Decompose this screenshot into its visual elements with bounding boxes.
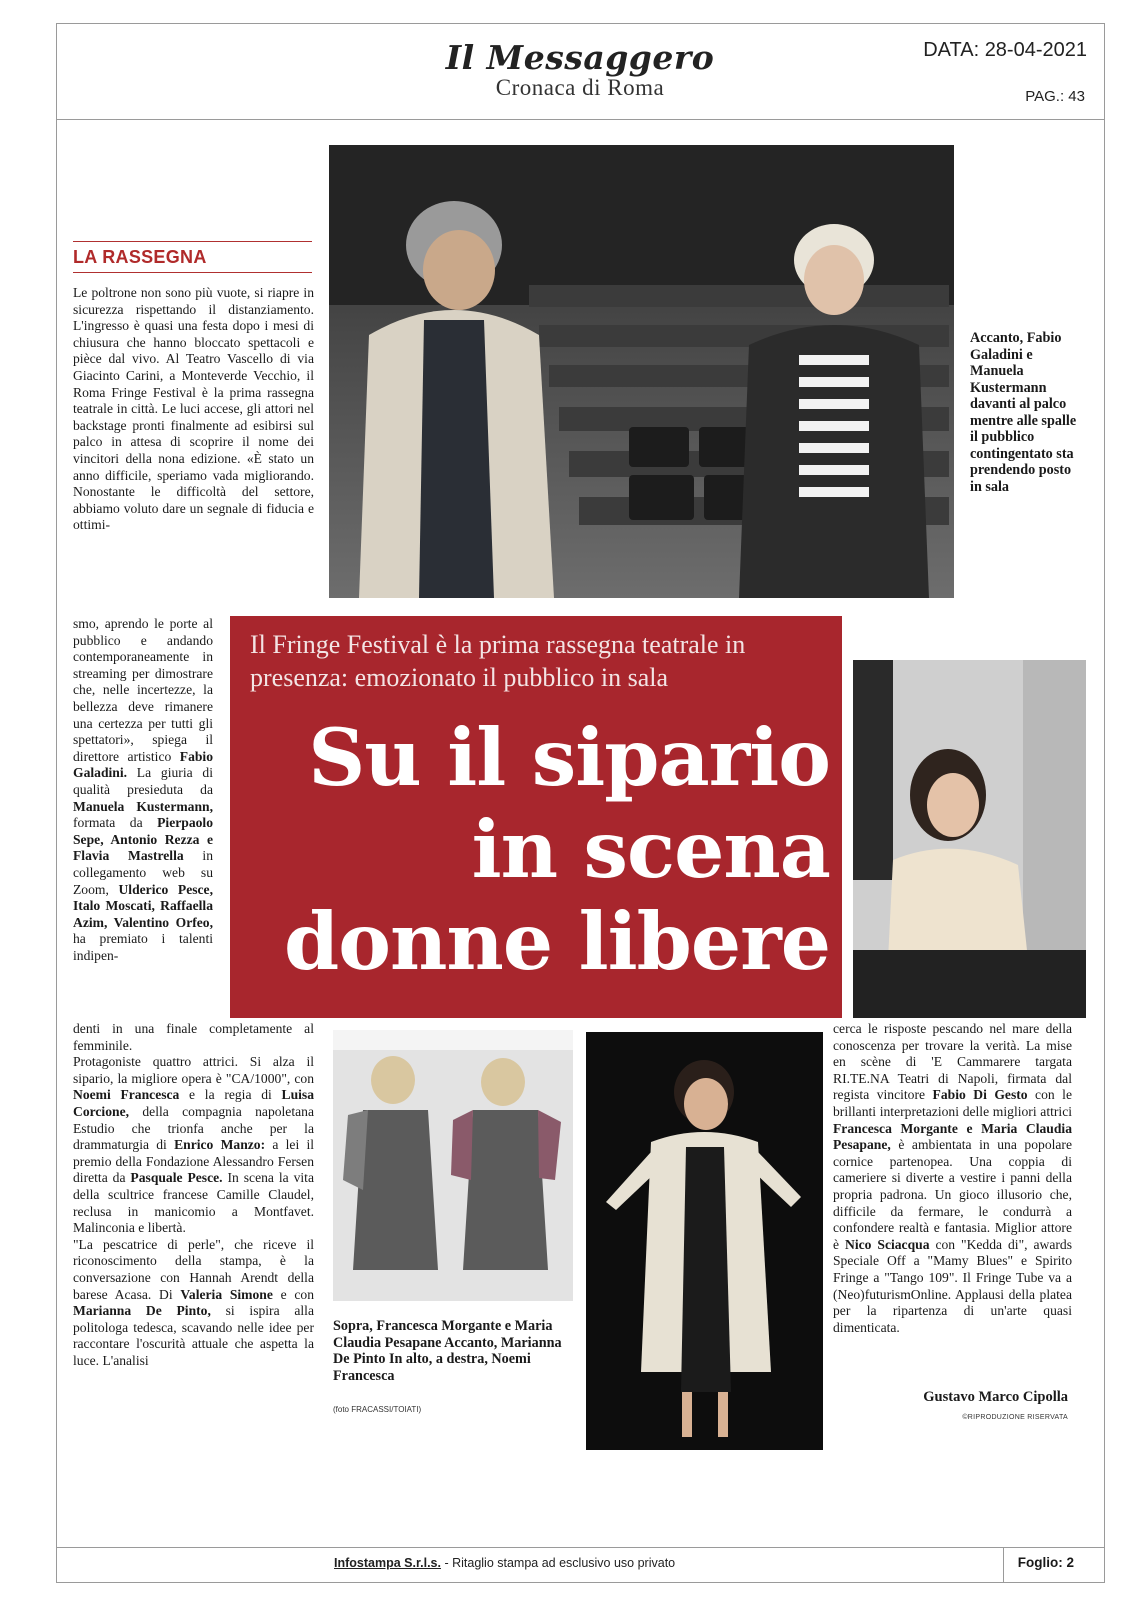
body-text: è ambientata in una popolare cornice partenopea. Una coppia di cameriere si diverte a vestire i panni della propria padrona. Un gioco illusorio che, difficile da fermare, le condurrà a confondere realtà e fantasia. Miglior attore è [833, 1137, 1072, 1252]
headline-line-2: in scena [471, 803, 830, 896]
photo-backstage-illustration [853, 660, 1086, 1018]
clipping-page: PAG.: 43 [1025, 88, 1085, 105]
body-text: e con [272, 1286, 314, 1302]
body-text: con le brillanti interpretazioni delle migliori attrici [833, 1087, 1072, 1119]
body-text: Le poltrone non sono più vuote, si riapre in sicurezza rispettando il distanziamento. L'ingresso è quasi una festa dopo i mesi di chiusura che hanno bloccato spettacoli e pièce dal vivo. Al Teatro Vascello di via Giacinto Carini, a Monteverde Vecchio, il Roma Fringe Festival è la prima rassegna teatrale in città. Le luci accese, gli attori nel backstage pronti finalmente ad esibirsi sul palco in attesa di scoprire il nome dei vincitori della nona edizione. «È stato un anno difficile, speriamo vada migliorando. Nonostante le difficoltà del settore, abbiamo voluto dare un segnale di fiducia e ottimi- [73, 285, 314, 533]
name-bold: Valeria Simone [180, 1286, 273, 1302]
copyright-note: ©RIPRODUZIONE RISERVATA [962, 1414, 1068, 1421]
photo-backstage-actress [853, 660, 1086, 1018]
caption-top-right: Accanto, Fabio Galadini e Manuela Kustermann davanti al palco mentre alle spalle il pubblico contingentato sta prendendo posto in sala [970, 330, 1077, 495]
photo-actresses-illustration [333, 1030, 573, 1301]
name-bold: Ulderico Pesce, Italo Moscati, Raffaella Azim, Valentino Orfeo, [73, 881, 213, 930]
caption-bottom: Sopra, Francesca Morgante e Maria Claudia Pesapane Accanto, Marianna De Pinto In alto, a destra, Noemi Francesca [333, 1318, 562, 1384]
body-text: "La pescatrice di perle", che riceve il riconoscimento della stampa, è la conversazione con Hannah Arendt della barese Acasa. Di [73, 1236, 314, 1302]
article-col3 [833, 1021, 1072, 1336]
article-col1-narrow [73, 616, 213, 964]
footer-source-link[interactable]: Infostampa S.r.l.s. [334, 1556, 441, 1570]
name-bold: Noemi Francesca [73, 1087, 180, 1103]
name-bold: Enrico Manzo: [174, 1137, 266, 1153]
name-bold: Pierpaolo Sepe, Antonio Rezza e Flavia Mastrella [73, 815, 213, 864]
byline: Gustavo Marco Cipolla [923, 1389, 1068, 1405]
article-col1-bottom [73, 1021, 314, 1369]
body-text: formata da [73, 815, 158, 831]
body-text: con "Kedda di", awards Speciale Off a "Mamy Blues" e Spirito Fringe a "Tango 109". Il Fringe Tube va a (Neo)futurismOnline. Applausi della platea per la ripartenza di un'arte quasi dimenticata. [833, 1236, 1072, 1335]
headline-kicker: Il Fringe Festival è la prima rassegna teatrale in presenza: emozionato il pubblico in sala [250, 630, 746, 692]
body-text: in collegamento web su Zoom, [73, 848, 213, 897]
sheet-number: Foglio: 2 [1017, 1555, 1074, 1570]
name-bold: Fabio Di Gesto [932, 1087, 1028, 1103]
body-text: ha premiato i talenti indipen- [73, 931, 213, 963]
body-text: cerca le risposte pescando nel mare della conoscenza per trovare la verità. La mise en scène di 'E Cammarere targata RI.TE.NA Teatri di Napoli, firmata dal regista vincitore [833, 1021, 1072, 1103]
footer-note [334, 1556, 675, 1570]
rubric-rule-top [73, 241, 312, 242]
headline [250, 712, 830, 988]
name-bold: Fabio Galadini. [73, 748, 213, 781]
footer-separator [1003, 1547, 1004, 1583]
rubric-rule-bottom [73, 272, 312, 273]
photo-stage-actress [586, 1032, 823, 1450]
body-text: si ispira alla politologa tedesca, scavando nelle idee per raccontare l'oscurità attuale che aspetta la luce. L'analisi [73, 1303, 314, 1368]
name-bold: Luisa Corcione, [73, 1087, 314, 1119]
name-bold: Manuela Kustermann, [73, 798, 213, 814]
newspaper-section: Cronaca di Roma [495, 75, 665, 100]
headline-line-1: Su il sipario [308, 711, 830, 804]
rubric-label: LA RASSEGNA [73, 247, 207, 267]
photo-theatre-directors [329, 145, 954, 598]
name-bold: Pasquale Pesce. [130, 1170, 223, 1186]
photo-two-actresses [333, 1030, 573, 1301]
body-text: e la regia di [179, 1087, 282, 1103]
body-text: Protagoniste quattro attrici. Si alza il sipario, la migliore opera è "CA/1000", con [73, 1054, 314, 1086]
name-bold: Nico Sciacqua [845, 1236, 930, 1252]
body-text: della compagnia napoletana Estudio che trionfa anche per la drammaturgia di [73, 1103, 314, 1153]
photo-theatre-illustration [329, 145, 954, 598]
footer-text: - Ritaglio stampa ad esclusivo uso privato [440, 1556, 676, 1570]
clipping-date: DATA: 28-04-2021 [923, 39, 1087, 61]
body-text: In scena la vita della scultrice francese Camille Claudel, reclusa in manicomio a Montfavet. Malinconia e libertà. [73, 1170, 314, 1236]
body-text: a lei il premio della Fondazione Alessandro Fersen diretta da [73, 1137, 315, 1186]
name-bold: Francesca Morgante e Maria Claudia Pesapane, [833, 1120, 1072, 1153]
photo-stage-illustration [586, 1032, 823, 1450]
body-text: smo, aprendo le porte al pubblico e andando contemporaneamente in streaming per dimostrare che, nelle incertezze, la bellezza deve rimanere una certezza per tutti gli spettatori», spiega il direttore artistico [73, 616, 213, 764]
body-text: denti in una finale completamente al femminile. [73, 1021, 314, 1053]
article-col1-top [73, 285, 314, 534]
masthead [380, 38, 780, 101]
headline-line-3: donne libere [284, 895, 830, 988]
body-text: La giuria di qualità presieduta da [73, 765, 213, 797]
photo-credit: (foto FRACASSI/TOIATI) [333, 1405, 422, 1414]
newspaper-title: Il Messaggero [445, 38, 715, 77]
name-bold: Marianna De Pinto, [73, 1303, 211, 1319]
